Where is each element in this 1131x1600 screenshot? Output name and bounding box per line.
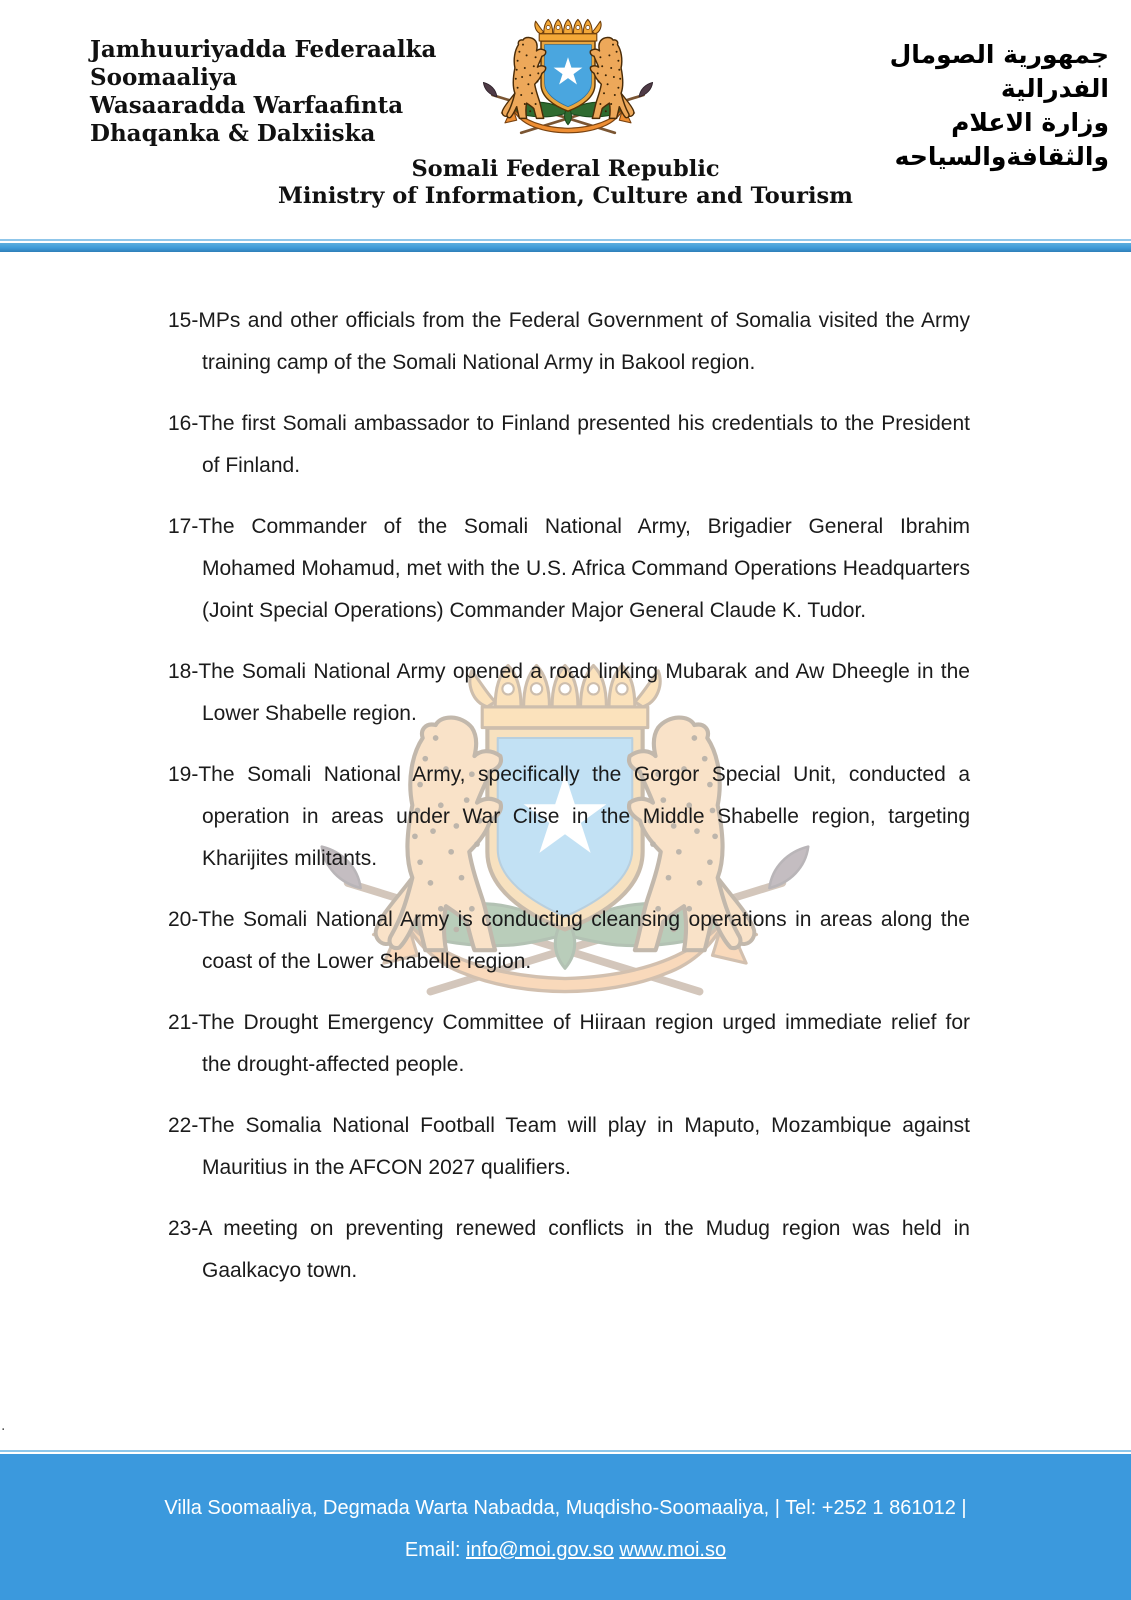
footer (0, 1454, 1131, 1600)
footer-website-link[interactable]: www.moi.so (619, 1539, 727, 1561)
item-text: The Commander of the Somali National Army, Brigadier General Ibrahim Mohamed Mohamud, met with the U.S. Africa Command Operations Headquarters (Joint Special Operations) Commander Major General Claude K. Tudor. (198, 515, 970, 622)
footer-email-label: Email: (404, 1539, 461, 1561)
footer-contact-line (0, 1529, 1131, 1571)
item-text: The Drought Emergency Committee of Hiiraan region urged immediate relief for the drought-affected people. (198, 1011, 970, 1076)
arabic-title-line: وزارة الاعلام (951, 108, 1109, 137)
item-number: 17- (168, 515, 199, 538)
somali-title-line: Wasaaradda Warfaafinta (90, 92, 404, 119)
somali-title-line: Soomaaliya (90, 64, 238, 91)
english-title-line2: Ministry of Information, Culture and Tourism (278, 183, 853, 209)
arabic-title-line: والثقافةوالسياحه (894, 142, 1109, 171)
item-number: 16- (168, 412, 199, 435)
stray-mark: . (1, 1417, 6, 1434)
news-list (168, 300, 970, 1311)
item-number: 20- (168, 908, 199, 931)
list-item (168, 651, 970, 735)
footer-email-link[interactable]: info@moi.gov.so (466, 1539, 614, 1561)
item-number: 19- (168, 763, 199, 786)
item-text: The first Somali ambassador to Finland presented his credentials to the President of Finland. (198, 412, 970, 477)
item-number: 18- (168, 660, 199, 683)
arabic-title-block (779, 38, 1109, 174)
somalia-coat-of-arms-icon (478, 14, 658, 158)
list-item (168, 300, 970, 384)
item-text: MPs and other officials from the Federal Government of Somalia visited the Army training camp of the Somali National Army in Bakool region. (198, 309, 970, 374)
item-text: The Somali National Army is conducting cleansing operations in areas along the coast of the Lower Shabelle region. (198, 908, 970, 973)
list-item (168, 754, 970, 880)
somali-title-line: Dhaqanka & Dalxiiska (90, 120, 376, 147)
somali-title-block (90, 36, 470, 148)
item-number: 23- (168, 1217, 199, 1240)
item-text: A meeting on preventing renewed conflicts in the Mudug region was held in Gaalkacyo town. (198, 1217, 970, 1282)
list-item (168, 899, 970, 983)
list-item (168, 1105, 970, 1189)
item-text: The Somali National Army opened a road linking Mubarak and Aw Dheegle in the Lower Shabelle region. (198, 660, 970, 725)
header-divider-thin-line (0, 239, 1131, 241)
item-text: The Somali National Army, specifically the Gorgor Special Unit, conducted a operation in areas under War Ciise in the Middle Shabelle region, targeting Kharijites militants. (198, 763, 970, 870)
list-item (168, 403, 970, 487)
list-item (168, 1208, 970, 1292)
english-title-block (0, 156, 1131, 210)
item-number: 15- (168, 309, 199, 332)
footer-divider-thin-line (0, 1450, 1131, 1452)
item-number: 22- (168, 1114, 199, 1137)
english-title-line1: Somali Federal Republic (411, 156, 720, 182)
somali-title-line: Jamhuuriyadda Federaalka (90, 36, 437, 63)
footer-address-line: Villa Soomaaliya, Degmada Warta Nabadda, Muqdisho-Soomaaliya, | Tel: +252 1 861012 | (164, 1497, 967, 1519)
item-text: The Somalia National Football Team will play in Maputo, Mozambique against Mauritius in the AFCON 2027 qualifiers. (198, 1114, 970, 1179)
header-divider-bar (0, 243, 1131, 252)
list-item (168, 1002, 970, 1086)
list-item (168, 506, 970, 632)
item-number: 21- (168, 1011, 199, 1034)
arabic-title-line: جمهورية الصومال الفدرالية (889, 40, 1109, 103)
